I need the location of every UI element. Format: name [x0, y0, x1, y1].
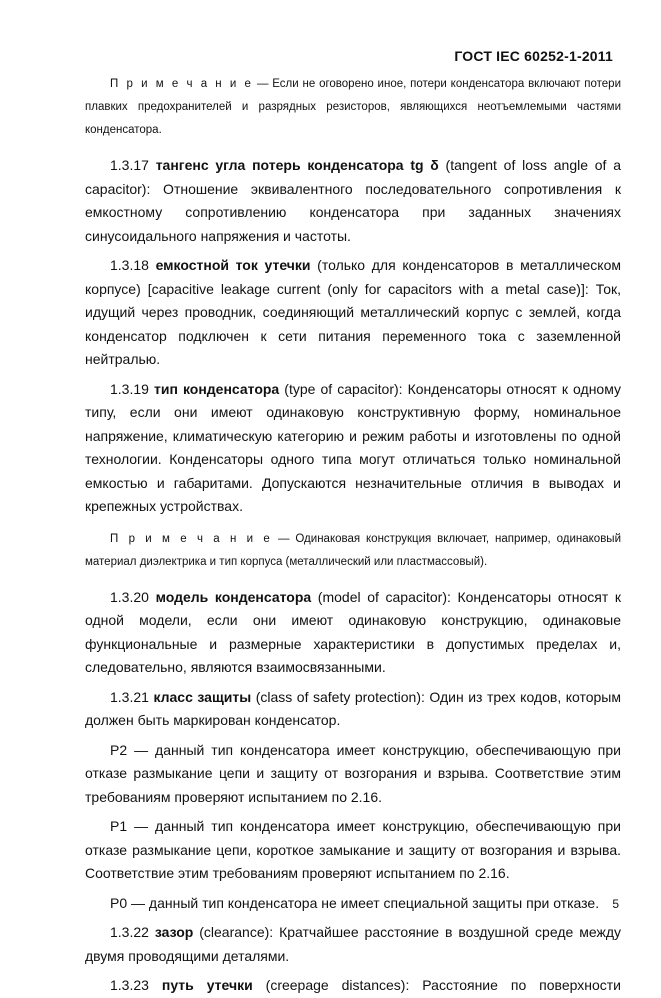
- clause-text: (tangent of loss angle of a capacitor): Отношение эквивалентного последовательного сопротивления к емкостному сопротивлению конденсатора при заданных значениях синусоидального напряжения и частоты.: [85, 157, 621, 244]
- clause-1-3-18: [85, 254, 621, 372]
- clause-term: класс защиты: [153, 688, 252, 705]
- clause-text: (class of safety protection): Один из трех кодов, которым должен быть маркирован конденсатор.: [85, 688, 621, 728]
- clause-number: 1.3.19: [110, 380, 154, 397]
- clause-text: (clearance): Кратчайшее расстояние в воздушной среде между двумя проводящими деталями.: [85, 924, 621, 964]
- clause-term: тип конденсатора: [153, 380, 280, 397]
- document-header: ГОСТ IEC 60252-1-2011: [454, 48, 613, 64]
- clause-number: 1.3.22: [110, 924, 155, 940]
- clause-text: (model of capacitor): Конденсаторы относят к одной модели, если они имеют одинаковую конструкцию, одинаковые функциональные и размерные характеристики в допустимых пределах и, следовательно, являются взаимосвязанными.: [85, 588, 621, 675]
- clause-term: тангенс угла потерь конденсатора tg δ: [155, 157, 439, 173]
- note-paragraph: [85, 73, 621, 142]
- note-label: П р и м е ч а н и е: [110, 78, 254, 90]
- clause-text: (type of capacitor): Конденсаторы относят к одному типу, если они имеют одинаковую конструктивную форму, номинальное напряжение, климатическую категорию и режим работы и изготовлены по одной технологии. Конденсаторы одного типа могут отличаться только номинальной емкостью и габаритами. Допускаются незначительные отличия в выводах и крепежных устройствах.: [85, 380, 621, 514]
- clause-1-3-20: [85, 586, 621, 680]
- clause-1-3-21: [85, 686, 621, 733]
- clause-number: 1.3.20: [110, 588, 156, 605]
- clause-1-3-17: [85, 154, 621, 248]
- page-number: 5: [612, 897, 619, 911]
- note-text: — Одинаковая конструкция включает, например, одинаковый материал диэлектрика и тип корпуса (металлический или пластмассовый).: [85, 532, 621, 568]
- note-paragraph: [85, 528, 621, 574]
- clause-term: емкостной ток утечки: [155, 257, 311, 273]
- page-body: [85, 73, 621, 998]
- clause-term: зазор: [154, 924, 194, 940]
- note-text: — Если не оговорено иное, потери конденсатора включают потери плавких предохранителей и разрядных резисторов, являющихся неотъемлемыми частями конденсатора.: [85, 78, 621, 136]
- clause-number: 1.3.18: [110, 257, 156, 273]
- clause-text: (creepage distances): Расстояние по поверхности: [252, 977, 621, 993]
- clause-number: 1.3.21: [110, 688, 154, 705]
- note-label: П р и м е ч а н и е: [110, 532, 273, 545]
- protection-class-p1: Р1 — данный тип конденсатора имеет конструкцию, обеспечивающую при отказе размыкание цепи, короткое замыкание и защиту от возгорания и взрыва. Соответствие этим требованиям проверяют испытанием по 2.16.: [85, 818, 621, 881]
- protection-class-p2: Р2 — данный тип конденсатора имеет конструкцию, обеспечивающую при отказе размыкание цепи и защиту от возгорания и взрыва. Соответствие этим требованиям проверяют испытанием по 2.16.: [85, 741, 621, 805]
- clause-term: модель конденсатора: [155, 588, 312, 605]
- clause-number: 1.3.23: [110, 977, 162, 993]
- clause-1-3-23: [85, 974, 621, 998]
- clause-1-3-19: [85, 378, 621, 519]
- clause-number: 1.3.17: [110, 157, 156, 173]
- clause-1-3-22: [85, 921, 621, 968]
- clause-text: (только для конденсаторов в металлическом корпусе) [capacitive leakage current (only for capacitors with a metal case)]: Ток, идущий через проводник, соединяющий металлический корпус с землей, когда конденсатор подключен к сети питания переменного тока с заземленной нейтралью.: [85, 257, 621, 367]
- protection-class-p0: Р0 — данный тип конденсатора не имеет специальной защиты при отказе.: [110, 894, 600, 911]
- clause-term: путь утечки: [161, 977, 253, 993]
